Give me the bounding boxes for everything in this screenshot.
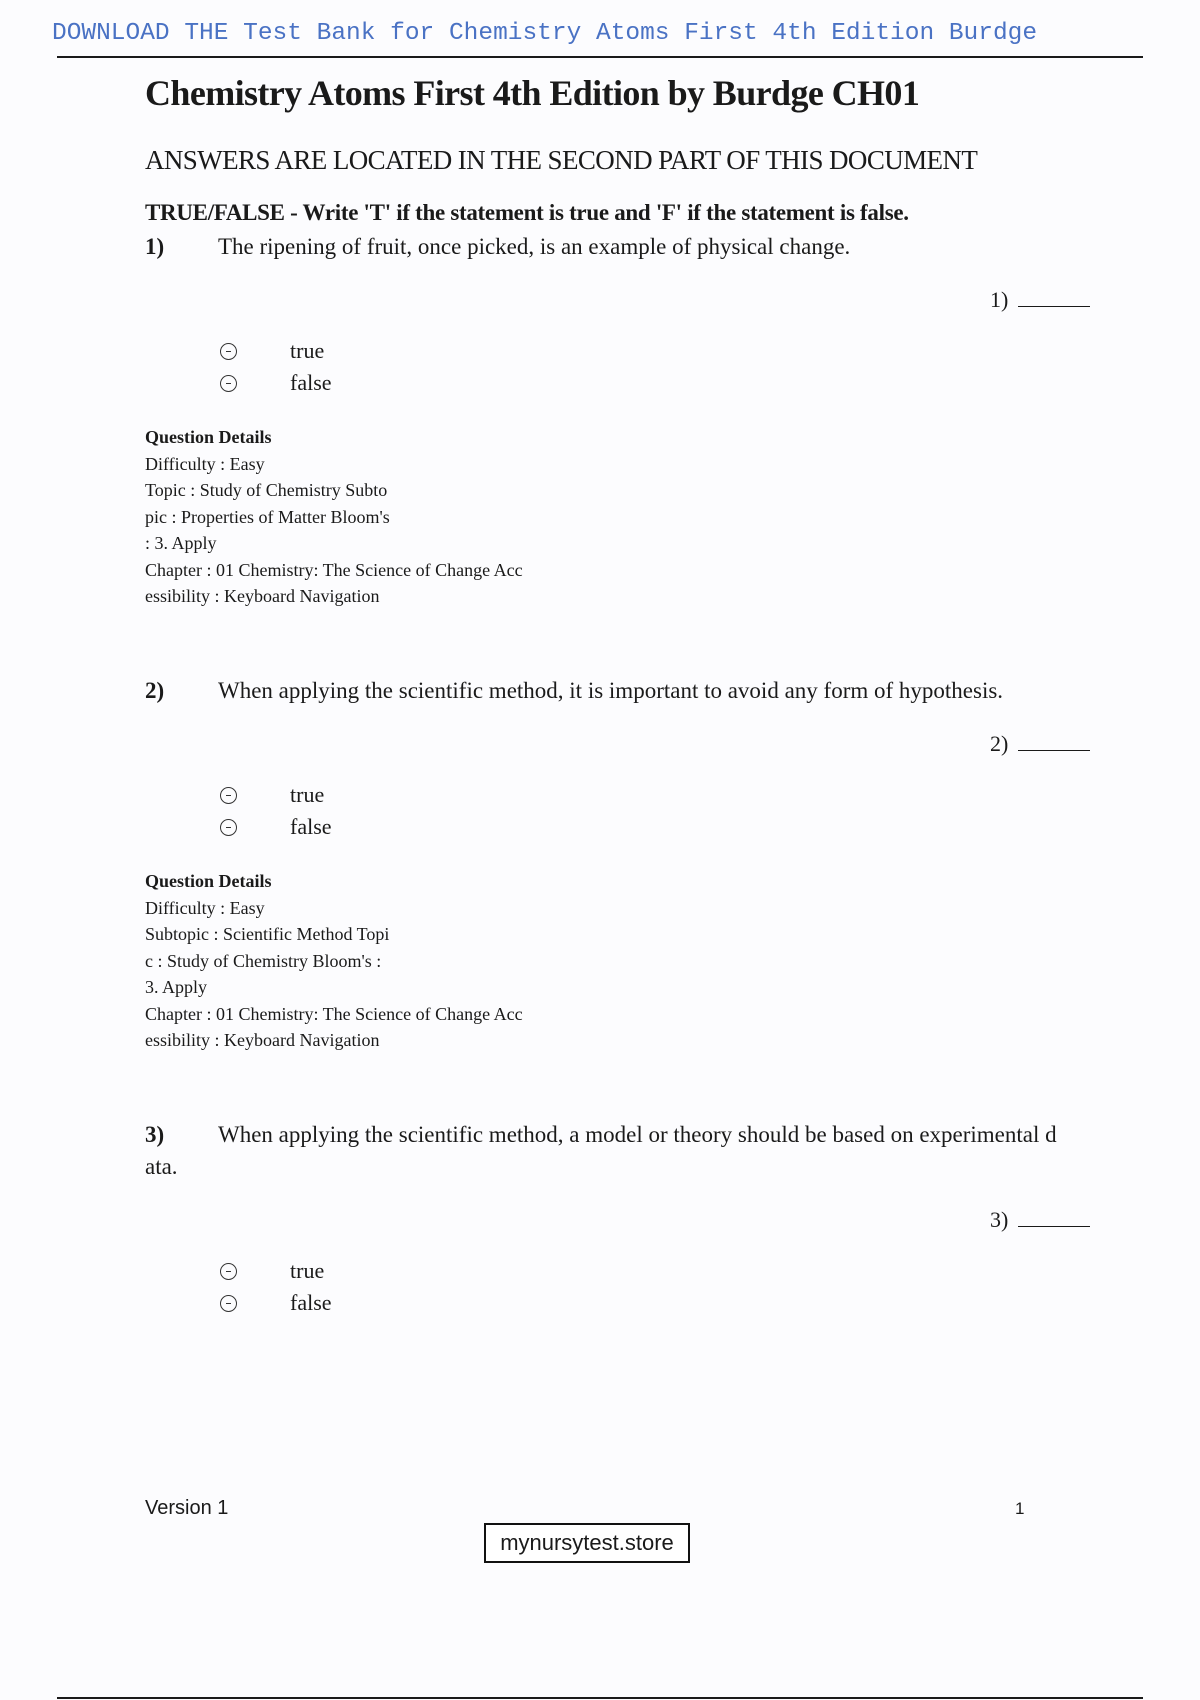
details-title: Question Details — [145, 871, 272, 891]
radio-icon[interactable] — [220, 1263, 237, 1280]
answer-blank[interactable] — [990, 1207, 1090, 1233]
details-line: Topic : Study of Chemistry Subto — [145, 480, 388, 500]
option-label: true — [290, 338, 325, 363]
option-label: false — [290, 370, 332, 395]
radio-icon[interactable] — [220, 343, 237, 360]
details-line: 3. Apply — [145, 977, 208, 997]
details-line: Difficulty : Easy — [145, 897, 265, 918]
answer-label: 2) — [990, 731, 1009, 756]
radio-icon[interactable] — [220, 375, 237, 392]
radio-icon[interactable] — [220, 819, 237, 836]
details-line: pic : Properties of Matter Bloom's — [145, 506, 390, 527]
option-label: false — [290, 1290, 332, 1315]
details-line: : 3. Apply — [145, 533, 217, 553]
site-stamp: mynursytest.store — [484, 1523, 690, 1563]
question-3 — [0, 1122, 1200, 1522]
option-label: false — [290, 814, 332, 839]
question-details — [145, 424, 523, 610]
answer-blank[interactable] — [990, 287, 1090, 313]
download-banner[interactable]: DOWNLOAD THE Test Bank for Chemistry Atoms First 4th Edition Burdge — [52, 20, 1038, 47]
question-number: 2) — [145, 678, 165, 703]
page-number: 1 — [1015, 1499, 1025, 1518]
answer-line — [1018, 288, 1090, 307]
answer-label: 3) — [990, 1207, 1009, 1232]
details-line: Difficulty : Easy — [145, 453, 265, 474]
question-number: 3) — [145, 1122, 165, 1147]
footer-version: Version 1 — [145, 1497, 229, 1519]
document-title: Chemistry Atoms First 4th Edition by Burdge CH01 — [145, 73, 920, 113]
details-line: Chapter : 01 Chemistry: The Science of Change Acc — [145, 559, 523, 580]
details-line: essibility : Keyboard Navigation — [145, 586, 380, 606]
footer-rule — [57, 1697, 1143, 1699]
details-title: Question Details — [145, 427, 272, 447]
answer-label: 1) — [990, 287, 1009, 312]
details-line: essibility : Keyboard Navigation — [145, 1030, 380, 1050]
header-rule — [57, 56, 1143, 58]
answer-line — [1018, 1208, 1090, 1227]
option-label: true — [290, 1258, 325, 1283]
details-line: c : Study of Chemistry Bloom's : — [145, 950, 382, 971]
question-text: The ripening of fruit, once picked, is an example of physical change. — [218, 234, 851, 259]
answer-line — [1018, 732, 1090, 751]
answers-notice: ANSWERS ARE LOCATED IN THE SECOND PART OF THIS DOCUMENT — [145, 145, 978, 175]
radio-icon[interactable] — [220, 787, 237, 804]
question-text: When applying the scientific method, it is important to avoid any form of hypothesis. — [218, 678, 1004, 703]
option-label: true — [290, 782, 325, 807]
question-number: 1) — [145, 234, 165, 259]
answer-blank[interactable] — [990, 731, 1090, 757]
question-text: When applying the scientific method, a model or theory should be based on experimental d — [218, 1122, 1057, 1147]
radio-icon[interactable] — [220, 1295, 237, 1312]
question-details — [145, 868, 523, 1054]
question-text-continued: ata. — [145, 1154, 178, 1179]
section-instructions: TRUE/FALSE - Write 'T' if the statement is true and 'F' if the statement is false. — [145, 200, 909, 225]
details-line: Chapter : 01 Chemistry: The Science of Change Acc — [145, 1003, 523, 1024]
details-line: Subtopic : Scientific Method Topi — [145, 924, 390, 944]
